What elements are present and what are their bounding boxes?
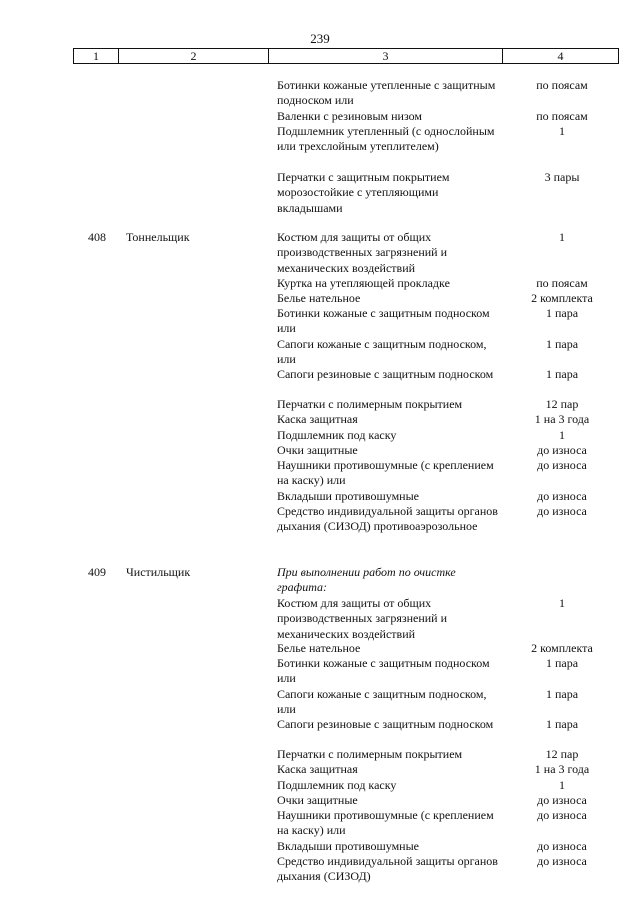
item-qty: до износа xyxy=(537,839,587,853)
item-text: Наушники противошумные (с креплением на каску) или xyxy=(277,808,494,838)
item-qty: 1 на 3 года xyxy=(534,762,590,776)
profession-name: Тоннельщик xyxy=(126,230,190,244)
page-number: 239 xyxy=(310,31,330,46)
item-qty: 3 пары xyxy=(544,170,580,184)
item-qty: по поясам xyxy=(536,109,588,123)
table-header xyxy=(73,48,619,64)
item-qty: 12 пар xyxy=(545,397,579,411)
item-text: Белье нательное xyxy=(277,641,361,655)
item-qty: до износа xyxy=(537,854,587,868)
item-text: Средство индивидуальной защиты органов дыхания (СИЗОД) xyxy=(277,854,498,884)
item-text: Каска защитная xyxy=(277,762,358,776)
item-qty: 1 пара xyxy=(545,717,579,731)
item-qty: 1 пара xyxy=(545,367,579,381)
header-col-3: 3 xyxy=(269,49,503,63)
item-qty: 1 xyxy=(559,428,565,442)
item-text: Подшлемник под каску xyxy=(277,428,397,442)
entry-number: 408 xyxy=(88,230,106,244)
item-qty: 12 пар xyxy=(545,747,579,761)
header-col-2: 2 xyxy=(119,49,269,63)
item-text: Валенки с резиновым низом xyxy=(277,109,423,123)
item-text: Подшлемник утепленный (с однослойным или трехслойным утеплителем) xyxy=(277,124,495,154)
header-col-4: 4 xyxy=(503,49,619,63)
item-qty: 1 пара xyxy=(545,337,579,351)
item-text: Ботинки кожаные с защитным подноском или xyxy=(277,306,490,336)
condition-note: При выполнении работ по очистке графита: xyxy=(277,565,456,595)
item-qty: до износа xyxy=(537,458,587,472)
item-text: Очки защитные xyxy=(277,443,358,457)
item-text: Костюм для защиты от общих производственных загрязнений и механических воздействий xyxy=(277,230,448,275)
item-text: Сапоги резиновые с защитным подноском xyxy=(277,367,494,381)
item-qty: до износа xyxy=(537,489,587,503)
item-text: Перчатки с полимерным покрытием xyxy=(277,397,463,411)
item-text: Ботинки кожаные утепленные с защитным подноском или xyxy=(277,78,496,108)
item-qty: 1 xyxy=(559,230,565,244)
item-text: Каска защитная xyxy=(277,412,358,426)
item-text: Белье нательное xyxy=(277,291,361,305)
item-qty: 1 пара xyxy=(545,687,579,701)
item-qty: до износа xyxy=(537,504,587,518)
item-text: Куртка на утепляющей прокладке xyxy=(277,276,450,290)
profession-name: Чистильщик xyxy=(126,565,191,579)
item-text: Сапоги кожаные с защитным подноском, или xyxy=(277,337,487,367)
item-text: Ботинки кожаные с защитным подноском или xyxy=(277,656,490,686)
item-qty: 1 xyxy=(559,778,565,792)
item-text: Средство индивидуальной защиты органов дыхания (СИЗОД) противоаэрозольное xyxy=(277,504,498,534)
item-text: Вкладыши противошумные xyxy=(277,839,419,853)
item-text: Сапоги резиновые с защитным подноском xyxy=(277,717,494,731)
item-qty: 1 xyxy=(559,124,565,138)
item-text: Перчатки с полимерным покрытием xyxy=(277,747,463,761)
item-qty: по поясам xyxy=(536,276,588,290)
item-text: Сапоги кожаные с защитным подноском, или xyxy=(277,687,487,717)
item-qty: по поясам xyxy=(536,78,588,92)
item-qty: до износа xyxy=(537,793,587,807)
item-text: Костюм для защиты от общих производственных загрязнений и механических воздействий xyxy=(277,596,448,641)
item-qty: 1 xyxy=(559,596,565,610)
item-qty: 2 комплекта xyxy=(531,291,593,305)
item-qty: 1 пара xyxy=(545,656,579,670)
item-text: Подшлемник под каску xyxy=(277,778,397,792)
item-qty: до износа xyxy=(537,443,587,457)
item-qty: 1 пара xyxy=(545,306,579,320)
item-text: Наушники противошумные (с креплением на каску) или xyxy=(277,458,494,488)
item-qty: до износа xyxy=(537,808,587,822)
entry-number: 409 xyxy=(88,565,106,579)
item-qty: 2 комплекта xyxy=(531,641,593,655)
item-text: Очки защитные xyxy=(277,793,358,807)
header-col-1: 1 xyxy=(73,49,119,63)
item-text: Перчатки с защитным покрытием морозостойкие с утепляющими вкладышами xyxy=(277,170,450,215)
item-text: Вкладыши противошумные xyxy=(277,489,419,503)
item-qty: 1 на 3 года xyxy=(534,412,590,426)
